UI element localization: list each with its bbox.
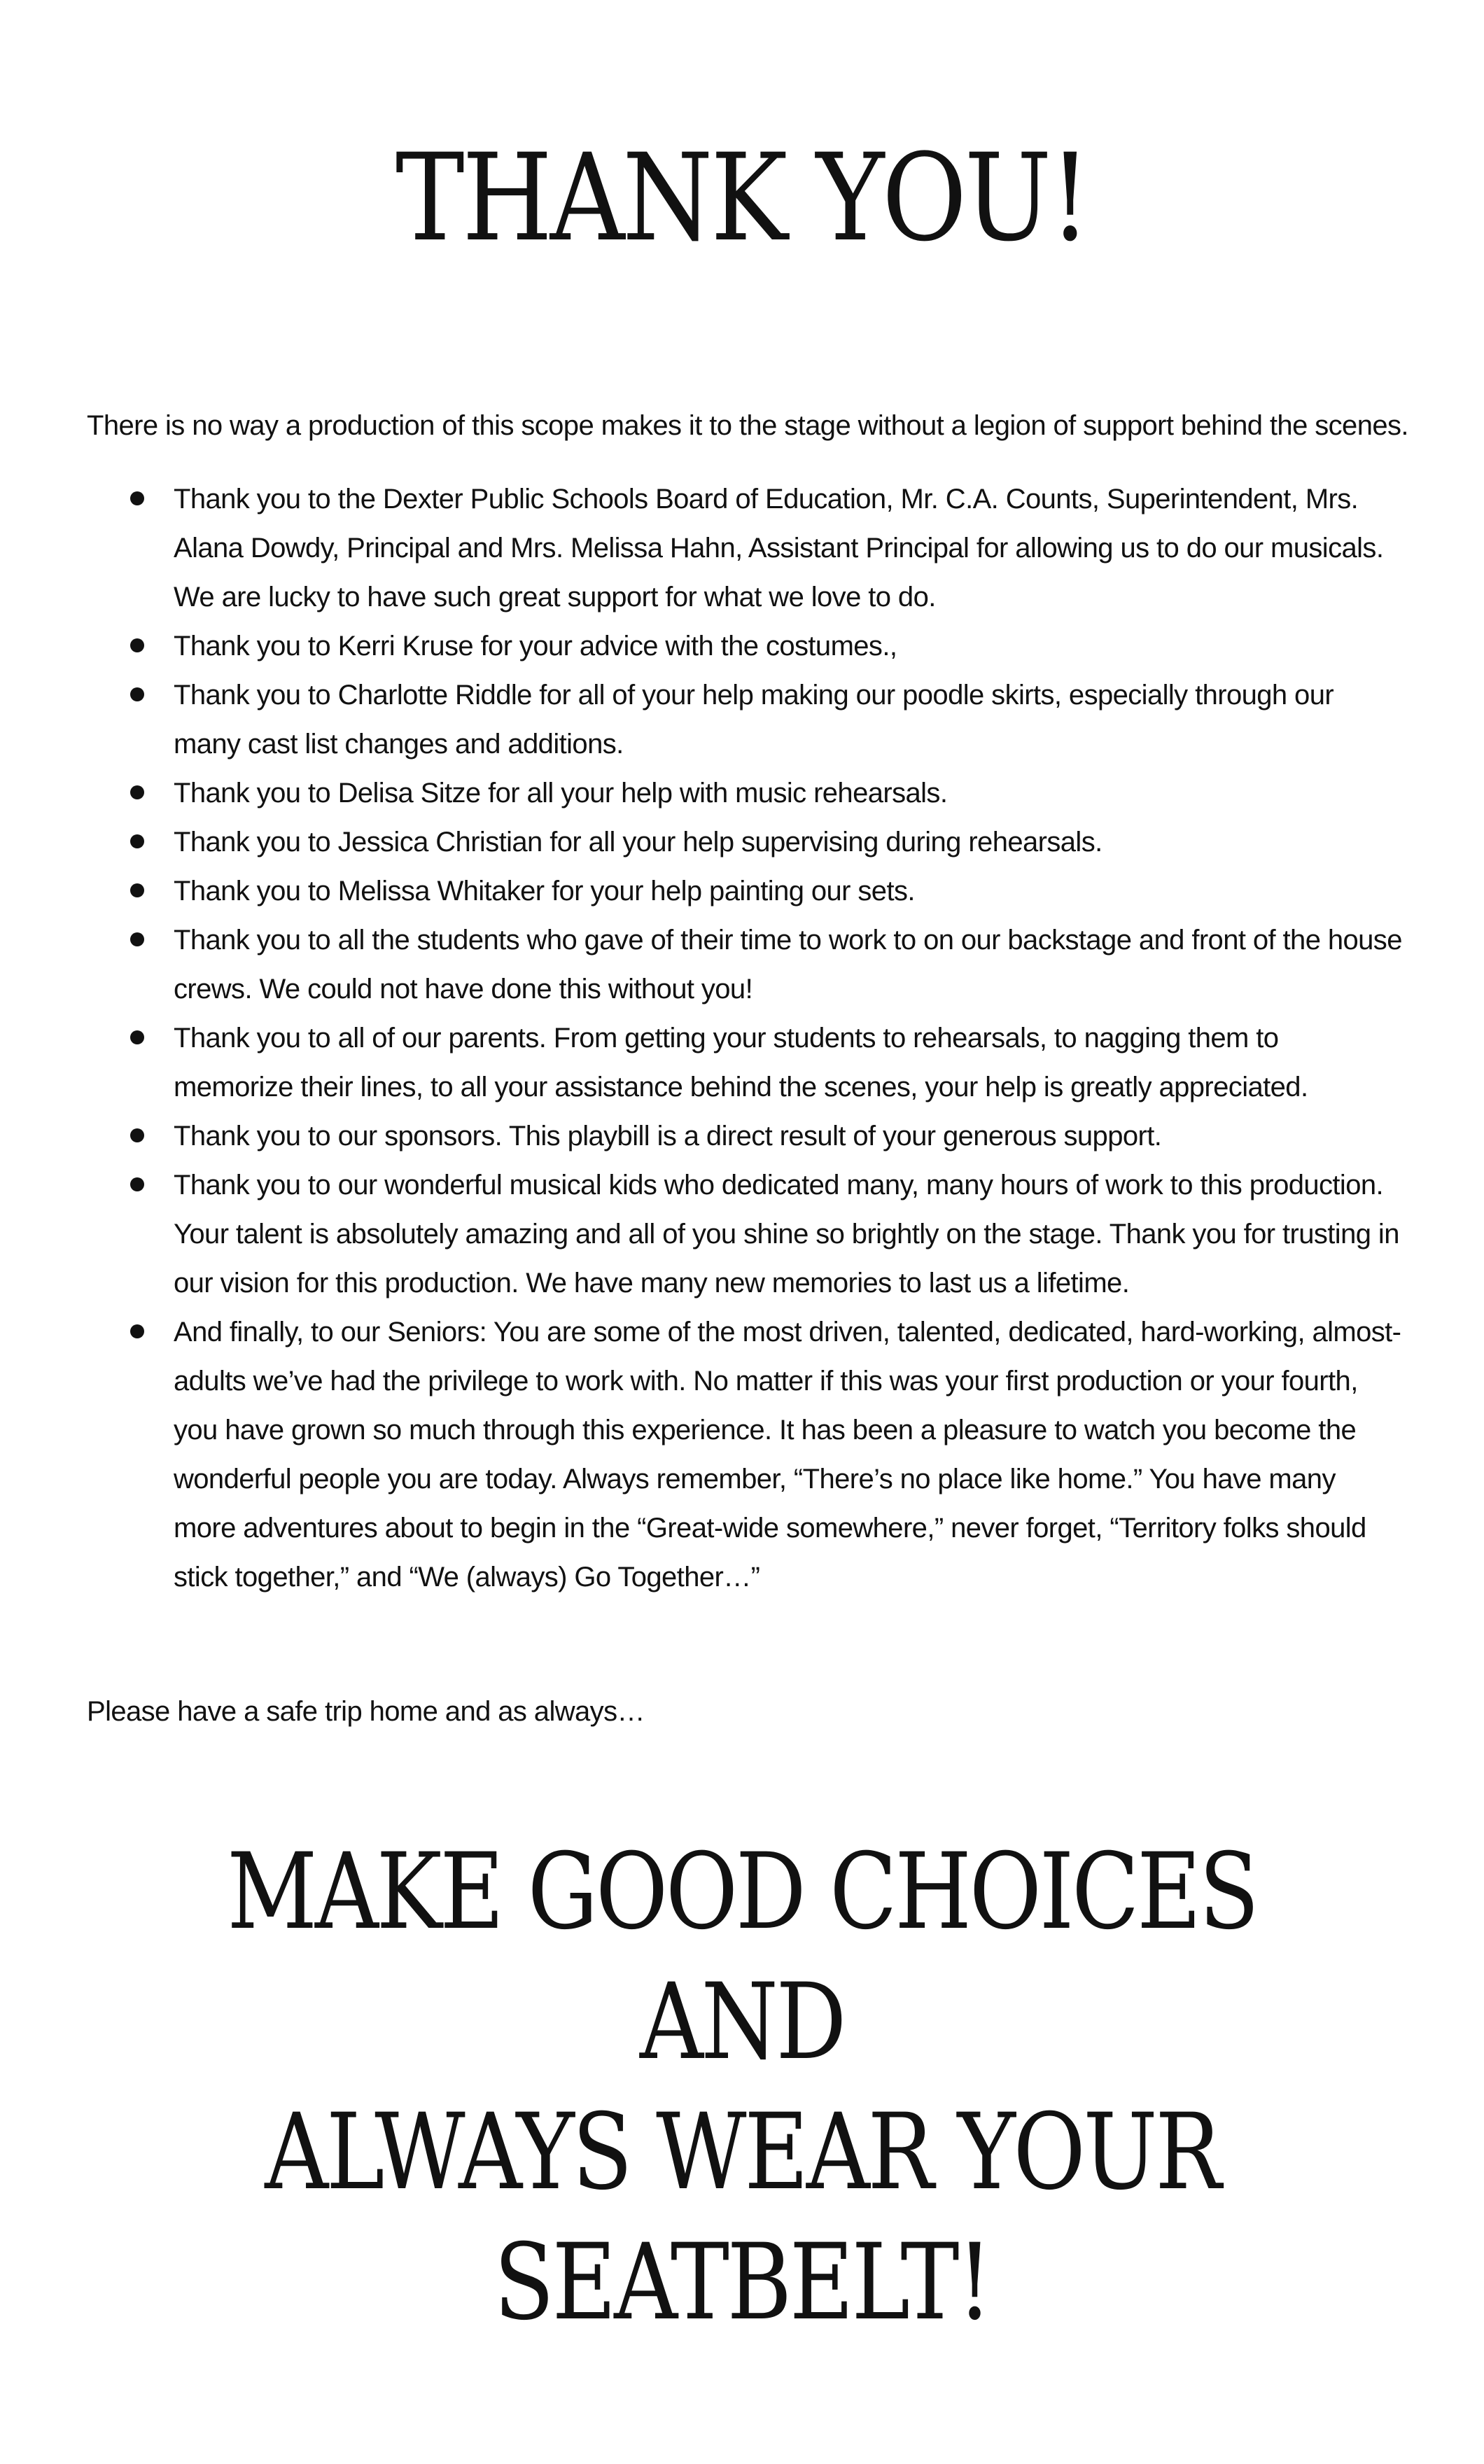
bullet-icon: [130, 1030, 144, 1044]
list-item-text: And finally, to our Seniors: You are some of the most driven, talented, dedicated, hard-working, almost-adults we’ve had the privilege to work with. No matter if this was your first production or your fourth, you have grown so much through this experience. It has been a pleasure to watch you become the wonderful people you are today. Always remember, “There’s no place like home.” You have many more adventures about to begin in the “Great-wide somewhere,” never forget, “Territory folks should stick together,” and “We (always) Go Together…”: [174, 1317, 1401, 1592]
bullet-icon: [130, 638, 144, 652]
page-title: THANK YOU!: [395, 127, 1089, 268]
motto-line: ALWAYS WEAR YOUR: [265, 2092, 1219, 2213]
bullet-icon: [130, 491, 144, 505]
list-item-text: Thank you to Delisa Sitze for all your help with music rehearsals.: [174, 778, 948, 808]
motto-line: MAKE GOOD CHOICES AND: [227, 1831, 1257, 2083]
bullet-icon: [130, 1177, 144, 1191]
list-item-text: Thank you to Kerri Kruse for your advice with the costumes.,: [174, 631, 897, 662]
list-item: [87, 671, 1403, 769]
bullet-icon: [130, 834, 144, 848]
bullet-icon: [130, 1128, 144, 1142]
list-item: [87, 475, 1403, 622]
bullet-icon: [130, 687, 144, 701]
list-item: [87, 818, 1403, 867]
thanks-list: [87, 475, 1403, 1602]
intro-paragraph: There is no way a production of this scope makes it to the stage without a legion of support behind the scenes.: [87, 410, 1408, 441]
list-item: [87, 916, 1403, 1014]
list-item-text: Thank you to Jessica Christian for all your help supervising during rehearsals.: [174, 827, 1102, 858]
bullet-icon: [130, 1324, 144, 1338]
list-item-text: Thank you to all of our parents. From getting your students to rehearsals, to nagging them to memorize their lines, to all your assistance behind the scenes, your help is greatly appreciated.: [174, 1023, 1308, 1102]
list-item-text: Thank you to our sponsors. This playbill is a direct result of your generous support.: [174, 1121, 1162, 1152]
bullet-icon: [130, 883, 144, 897]
list-item: [87, 769, 1403, 818]
list-item-text: Thank you to Charlotte Riddle for all of your help making our poodle skirts, especially through our many cast list changes and additions.: [174, 680, 1334, 760]
list-item: [87, 867, 1403, 916]
list-item: [87, 1161, 1403, 1308]
bullet-icon: [130, 932, 144, 946]
list-item-text: Thank you to our wonderful musical kids who dedicated many, many hours of work to this production. Your talent is absolutely amazing and all of you shine so brightly on the stage. Thank you for trusting in our vision for this production. We have many new memories to last us a lifetime.: [174, 1170, 1399, 1298]
closing-line: Please have a safe trip home and as always…: [87, 1696, 645, 1727]
list-item-text: Thank you to the Dexter Public Schools Board of Education, Mr. C.A. Counts, Superintendent, Mrs. Alana Dowdy, Principal and Mrs. Melissa Hahn, Assistant Principal for allowing us to do our musicals. We are lucky to have such great support for what we love to do.: [174, 484, 1384, 612]
list-item: [87, 1014, 1403, 1112]
motto-line: SEATBELT!: [493, 2222, 990, 2344]
list-item: [87, 622, 1403, 671]
list-item: [87, 1308, 1403, 1602]
list-item-text: Thank you to Melissa Whitaker for your help painting our sets.: [174, 876, 915, 906]
list-item-text: Thank you to all the students who gave of their time to work to on our backstage and front of the house crews. We could not have done this without you!: [174, 925, 1402, 1004]
bullet-icon: [130, 785, 144, 799]
seatbelt-motto: [119, 1827, 1366, 2348]
list-item: [87, 1112, 1403, 1161]
